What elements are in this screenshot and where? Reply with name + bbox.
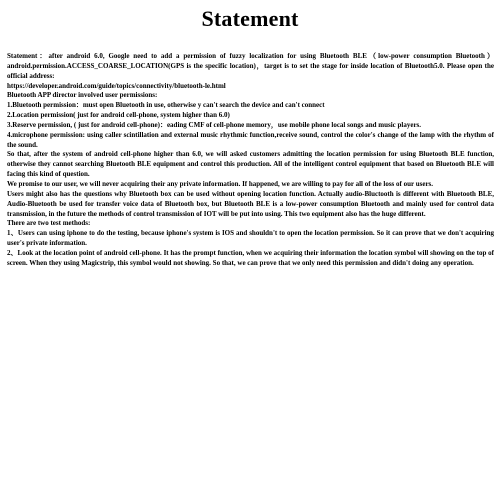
paragraph-audio-vs-ble: Users might also has the questions why Bluetooth box can be used without opening location function. Actually audio-Bluctooth is different with Bluetooth BLE, Audio-Bluetooth be used for transfer voice data of Bluetooth box, but Bluetooth BLE is a low-power consumption Bluetooth and mainly used for control data transmission, in the future the methods of control transmission of IOT will be put into using. This two equipment also has the huge different. [7, 189, 494, 218]
paragraph-reserve-permission: 3.Reserve permission, ( just for android cell-phone)：eading CMF of cell-phone memory，use mobile phone local songs and music players. [7, 120, 422, 129]
page-title: Statement [201, 6, 299, 31]
paragraph-test-method-2: 2、Look at the location point of android cell-phone. It has the prompt function, when we acquiring their information the location symbol will showing on the top of screen. When they using Magicstrip, this symbol would not showing. So that, we can prove that we only need this permission and didn't doing any operation. [7, 248, 494, 267]
paragraph-permissions-heading: Bluetooth APP director involved user permissions: [7, 91, 158, 100]
paragraph-test-methods-heading: There are two test methods: [7, 219, 91, 228]
paragraph-test-method-1: 1、Users can using iphone to do the testing, because iphone's system is IOS and shouldn't to open the location permission. So it can prove that we don't acquiring user's private information. [7, 229, 494, 248]
statement-body [7, 52, 494, 269]
paragraph-bluetooth-permission: 1.Bluetooth permission：must open Bluetooth in use, otherwise y can't search the device and can't connect [7, 101, 325, 110]
paragraph-microphone-permission: 4.microphone permission: using caller scintillation and external music rhythmic function,receive sound, control the color's change of the lamp with the rhythm of the sound. [7, 130, 494, 149]
paragraph-location-explanation: So that, after the system of android cell-phone higher than 6.0, we will asked customers admitting the location permission for using Bluetooth BLE function, otherwise they cannot searching Bluetooth BLE equipment and control this production. All of the intelligent control equipment that based on Bluetooth BLE will facing this kind of question. [7, 150, 494, 179]
paragraph-location-permission: 2.Location permission( just for android cell-phone, system higher than 6.0) [7, 111, 230, 120]
paragraph-intro: Statement：after android 6.0, Google need to add a permission of fuzzy localization for using Bluetooth BLE（low-power consumption Bluetooth） android.permission.ACCESS_COARSE_LOCATION(GPS is the specific location)，target is to set the stage for inside location of Bluetooth5.0. Please open the official address: [7, 52, 494, 80]
paragraph-privacy-promise: We promise to our user, we will never acquiring their any private information. If happened, we are willing to pay for all of the loss of our users. [7, 179, 434, 188]
paragraph-official-address: https://developer.android.com/guide/topics/connectivity/bluetooth-le.html [7, 81, 226, 90]
